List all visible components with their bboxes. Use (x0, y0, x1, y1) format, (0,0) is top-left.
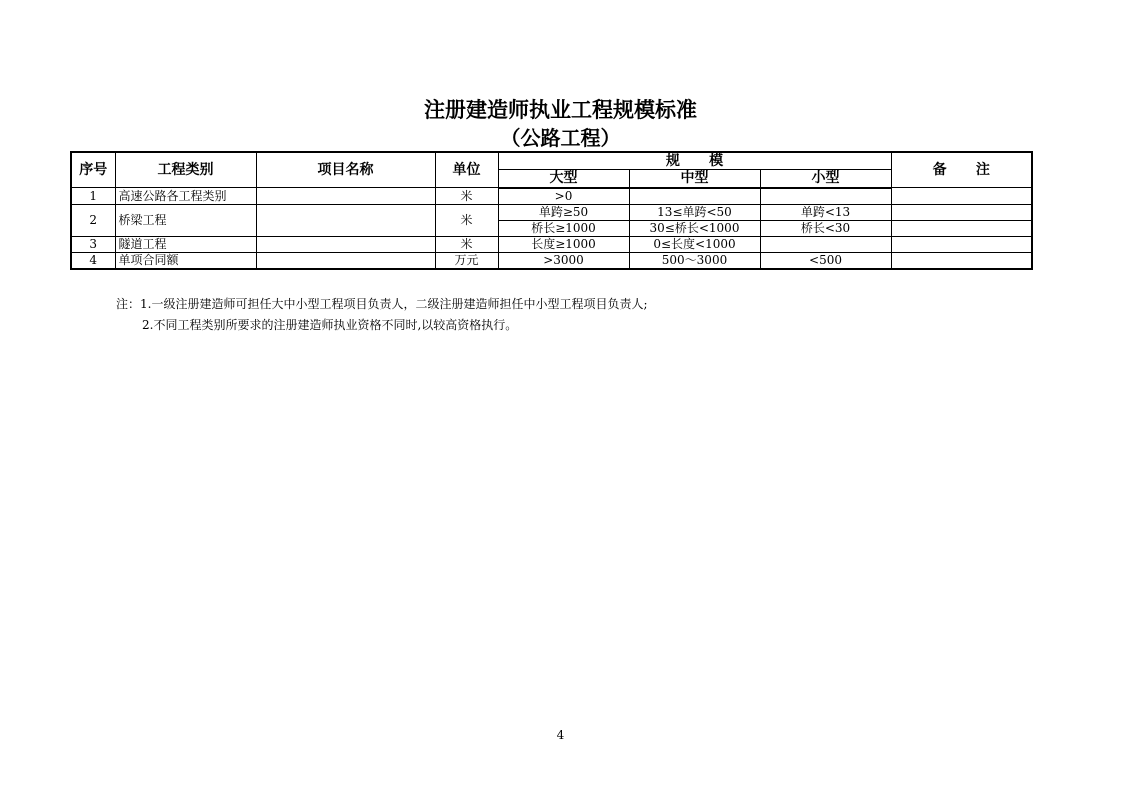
cell-seq: 4 (71, 252, 115, 269)
cell-large: 桥长≥1000 (498, 220, 629, 236)
cell-large: 长度≥1000 (498, 236, 629, 252)
cell-category: 单项合同额 (115, 252, 256, 269)
cell-remark (891, 188, 1032, 205)
cell-large: 单跨≥50 (498, 204, 629, 220)
cell-medium: 30≤桥长<1000 (629, 220, 760, 236)
cell-category: 高速公路各工程类别 (115, 188, 256, 205)
scale-standard-table (70, 151, 1033, 270)
table-row (71, 236, 1032, 252)
table-row (71, 204, 1032, 220)
cell-medium: 13≤单跨<50 (629, 204, 760, 220)
cell-project (256, 188, 435, 205)
cell-unit: 米 (435, 188, 498, 205)
cell-seq: 3 (71, 236, 115, 252)
header-small: 小型 (760, 170, 891, 188)
cell-category: 桥梁工程 (115, 204, 256, 236)
cell-large: >3000 (498, 252, 629, 269)
cell-category: 隧道工程 (115, 236, 256, 252)
header-category: 工程类别 (115, 152, 256, 188)
header-large: 大型 (498, 170, 629, 188)
header-scale: 规 模 (498, 152, 891, 170)
page-title: 注册建造师执业工程规模标准 (424, 98, 697, 122)
cell-remark (891, 204, 1032, 220)
cell-project (256, 204, 435, 236)
cell-remark (891, 252, 1032, 269)
cell-small: 单跨<13 (760, 204, 891, 220)
table-row (71, 252, 1032, 269)
table-row (71, 188, 1032, 205)
header-seq: 序号 (71, 152, 115, 188)
cell-unit: 万元 (435, 252, 498, 269)
cell-seq: 2 (71, 204, 115, 236)
page-number: 4 (556, 728, 565, 742)
cell-remark (891, 220, 1032, 236)
cell-medium: 0≤长度<1000 (629, 236, 760, 252)
cell-small (760, 236, 891, 252)
header-medium: 中型 (629, 170, 760, 188)
cell-large: >0 (498, 188, 629, 205)
cell-medium (629, 188, 760, 205)
cell-unit: 米 (435, 204, 498, 236)
cell-project (256, 236, 435, 252)
notes (116, 294, 648, 336)
note-line-1: 注：1.一级注册建造师可担任大中小型工程项目负责人，二级注册建造师担任中小型工程项目负责人; (116, 297, 648, 311)
header-remark: 备 注 (891, 152, 1032, 188)
cell-unit: 米 (435, 236, 498, 252)
header-project: 项目名称 (256, 152, 435, 188)
header-row-1 (71, 152, 1032, 170)
cell-seq: 1 (71, 188, 115, 205)
cell-small: 桥长<30 (760, 220, 891, 236)
cell-medium: 500～3000 (629, 252, 760, 269)
cell-small (760, 188, 891, 205)
cell-project (256, 252, 435, 269)
cell-small: <500 (760, 252, 891, 269)
header-unit: 单位 (435, 152, 498, 188)
cell-remark (891, 236, 1032, 252)
page-subtitle: （公路工程） (500, 126, 621, 150)
note-line-2: 2.不同工程类别所要求的注册建造师执业资格不同时,以较高资格执行。 (142, 318, 518, 332)
